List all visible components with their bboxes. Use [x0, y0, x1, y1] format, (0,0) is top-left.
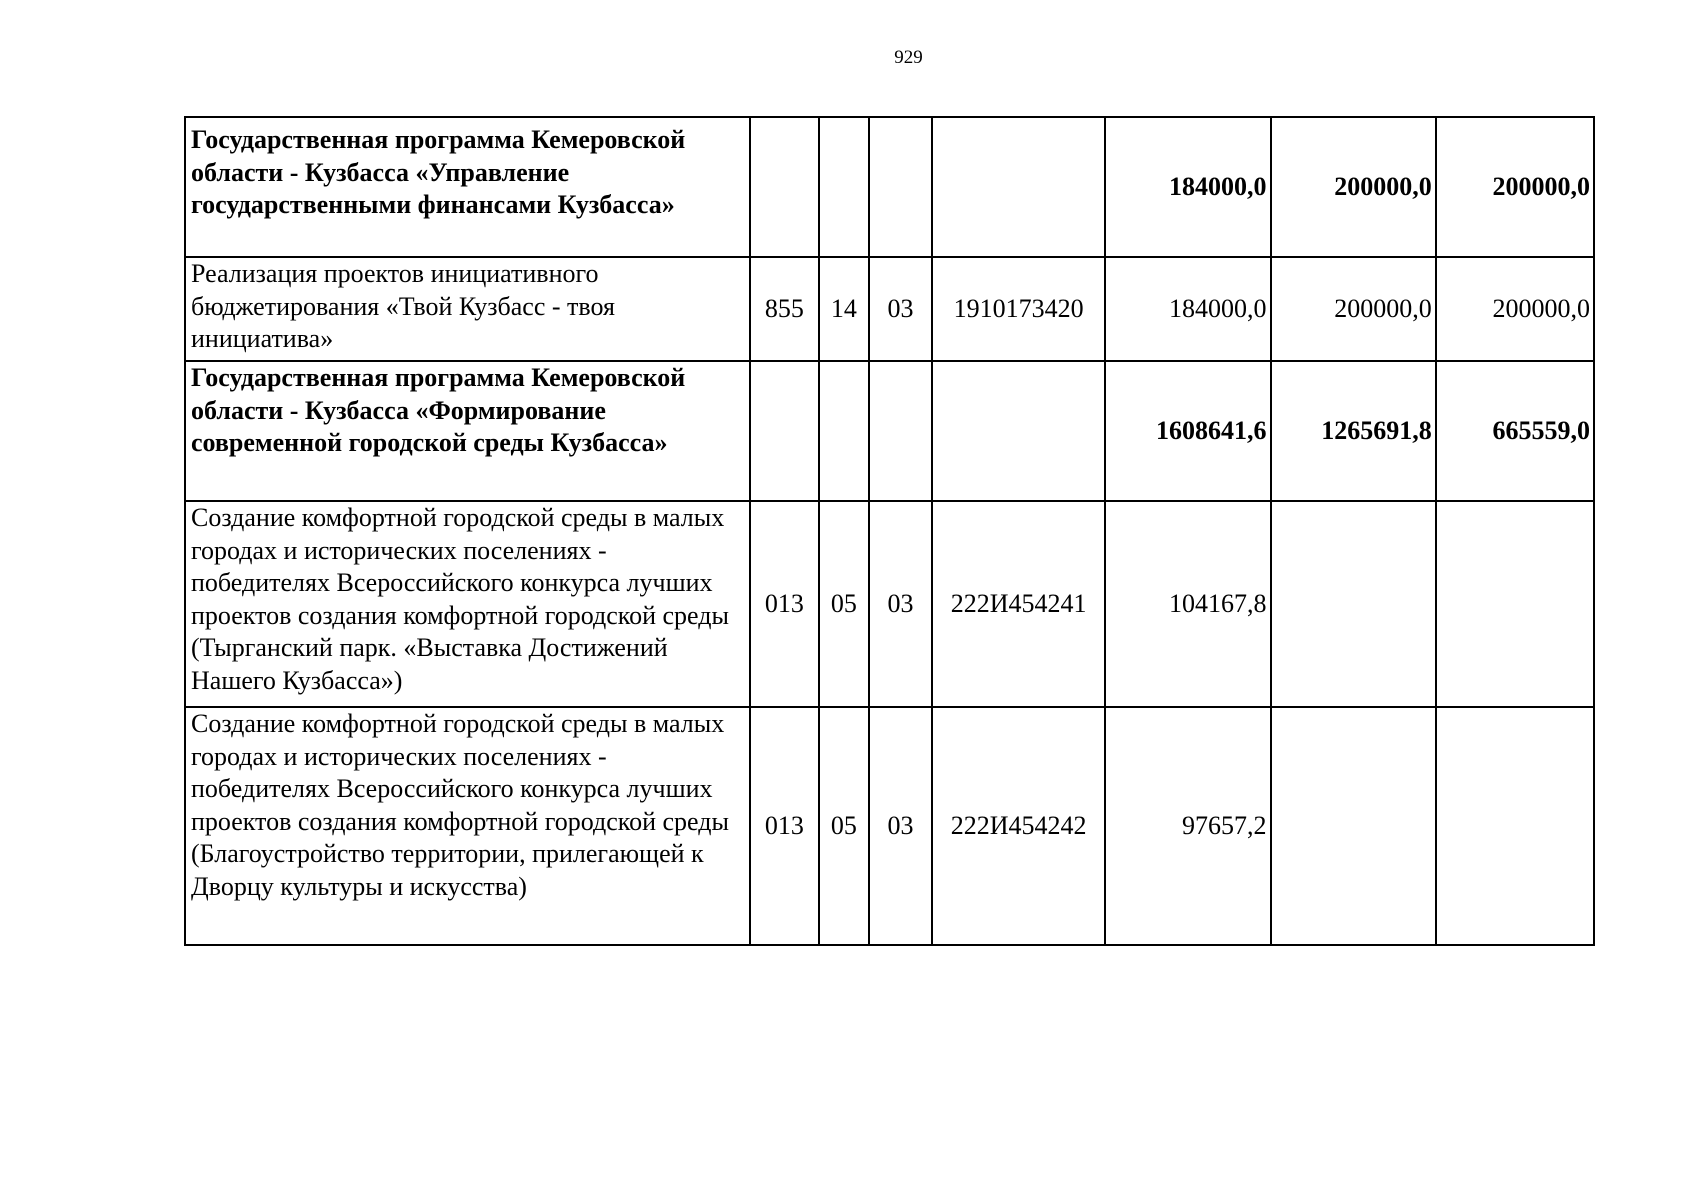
amount-year-2: [1271, 707, 1436, 945]
program-name: Создание комфортной городской среды в малых городах и исторических поселениях - победителях Всероссийского конкурса лучших проектов создания комфортной городской среды (Тырганский парк. «Выставка Достижений Нашего Кузбасса»): [185, 501, 750, 707]
target-article-code: 1910173420: [932, 257, 1105, 361]
subsection-code: [869, 117, 932, 257]
table-row: [185, 707, 1594, 945]
table-row: [185, 361, 1594, 501]
amount-year-3: 665559,0: [1436, 361, 1594, 501]
table-row: [185, 501, 1594, 707]
amount-year-2: 200000,0: [1271, 257, 1436, 361]
ved-code: 855: [750, 257, 819, 361]
table-row: [185, 257, 1594, 361]
ved-code: 013: [750, 707, 819, 945]
program-name: Создание комфортной городской среды в малых городах и исторических поселениях - победителях Всероссийского конкурса лучших проектов создания комфортной городской среды (Благоустройство территории, прилегающей к Дворцу культуры и искусства): [185, 707, 750, 945]
target-article-code: 222И454242: [932, 707, 1105, 945]
target-article-code: [932, 117, 1105, 257]
section-code: [819, 361, 869, 501]
subsection-code: 03: [869, 257, 932, 361]
table-row: [185, 117, 1594, 257]
amount-year-3: 200000,0: [1436, 257, 1594, 361]
section-code: [819, 117, 869, 257]
amount-year-3: 200000,0: [1436, 117, 1594, 257]
amount-year-1: 184000,0: [1105, 257, 1270, 361]
amount-year-2: 200000,0: [1271, 117, 1436, 257]
subsection-code: [869, 361, 932, 501]
amount-year-1: 184000,0: [1105, 117, 1270, 257]
ved-code: [750, 117, 819, 257]
section-code: 05: [819, 501, 869, 707]
program-name: Государственная программа Кемеровской области - Кузбасса «Управление государственными финансами Кузбасса»: [185, 117, 750, 257]
amount-year-1: 104167,8: [1105, 501, 1270, 707]
section-code: 14: [819, 257, 869, 361]
amount-year-1: 1608641,6: [1105, 361, 1270, 501]
amount-year-3: [1436, 707, 1594, 945]
program-name: Государственная программа Кемеровской области - Кузбасса «Формирование современной городской среды Кузбасса»: [185, 361, 750, 501]
amount-year-3: [1436, 501, 1594, 707]
amount-year-1: 97657,2: [1105, 707, 1270, 945]
amount-year-2: 1265691,8: [1271, 361, 1436, 501]
amount-year-2: [1271, 501, 1436, 707]
ved-code: [750, 361, 819, 501]
subsection-code: 03: [869, 501, 932, 707]
target-article-code: [932, 361, 1105, 501]
page-number: 929: [894, 47, 923, 68]
target-article-code: 222И454241: [932, 501, 1105, 707]
subsection-code: 03: [869, 707, 932, 945]
ved-code: 013: [750, 501, 819, 707]
program-name: Реализация проектов инициативного бюджетирования «Твой Кузбасс - твоя инициатива»: [185, 257, 750, 361]
budget-table: [184, 116, 1595, 946]
section-code: 05: [819, 707, 869, 945]
